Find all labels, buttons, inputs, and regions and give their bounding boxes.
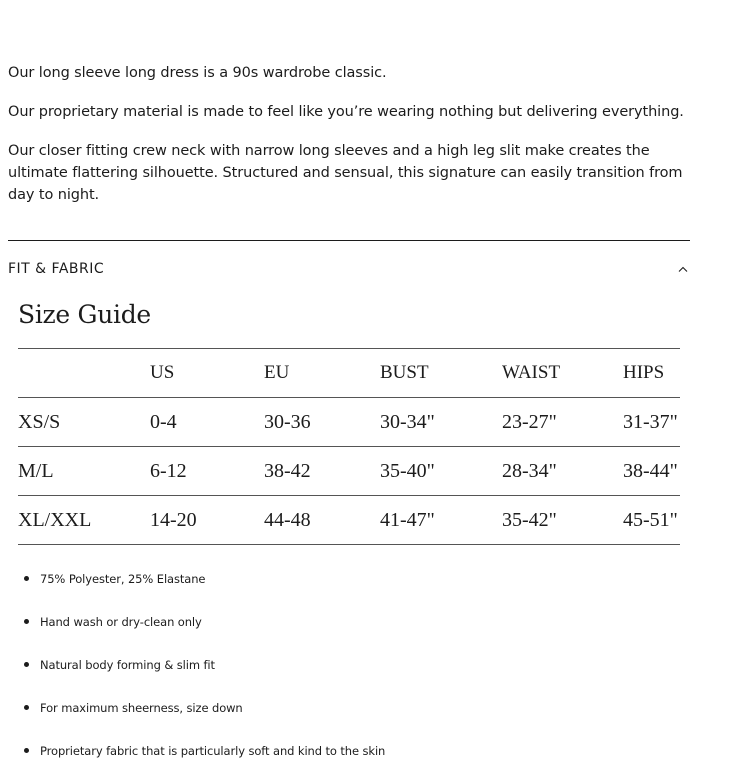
table-cell: 14-20: [150, 496, 264, 545]
header-cell: EU: [264, 349, 380, 398]
table-cell: 0-4: [150, 398, 264, 447]
table-cell: 30-36: [264, 398, 380, 447]
header-cell: US: [150, 349, 264, 398]
description-paragraph: Our proprietary material is made to feel like you’re wearing nothing but delivering everything.: [8, 104, 684, 120]
size-guide-title: Size Guide: [18, 300, 151, 329]
list-item: [22, 609, 385, 652]
feature-text: Proprietary fabric that is particularly soft and kind to the skin: [40, 744, 386, 758]
table-cell: 31-37": [623, 398, 680, 447]
size-guide-table: [18, 348, 680, 545]
description-paragraph: Our closer fitting crew neck with narrow long sleeves and a high leg slit make creates the ultimate flattering silhouette. Structured and sensual, this signature can easily transition from day to night.: [8, 143, 683, 203]
section-divider: [8, 240, 690, 241]
table-cell: XS/S: [18, 398, 150, 447]
header-cell: HIPS: [623, 349, 680, 398]
table-cell: 41-47": [380, 496, 502, 545]
chevron-up-icon[interactable]: [676, 262, 690, 276]
accordion-title: FIT & FABRIC: [8, 261, 105, 277]
table-cell: 30-34": [380, 398, 502, 447]
header-cell: BUST: [380, 349, 502, 398]
bullet-icon: [24, 705, 29, 710]
feature-text: Hand wash or dry-clean only: [40, 615, 202, 629]
table-cell: 35-40": [380, 447, 502, 496]
table-cell: 23-27": [502, 398, 623, 447]
bullet-icon: [24, 748, 29, 753]
table-cell: 35-42": [502, 496, 623, 545]
feature-list: [22, 566, 385, 781]
header-cell: WAIST: [502, 349, 623, 398]
table-cell: 6-12: [150, 447, 264, 496]
list-item: [22, 695, 385, 738]
table-cell: M/L: [18, 447, 150, 496]
list-item: [22, 738, 385, 781]
bullet-icon: [24, 576, 29, 581]
list-item: [22, 652, 385, 695]
table-row: [18, 496, 680, 545]
header-cell: [18, 349, 150, 398]
table-header-row: [18, 349, 680, 398]
description-paragraph: Our long sleeve long dress is a 90s wardrobe classic.: [8, 65, 387, 81]
table-cell: 45-51": [623, 496, 680, 545]
table-cell: XL/XXL: [18, 496, 150, 545]
feature-text: 75% Polyester, 25% Elastane: [40, 572, 206, 586]
table-row: [18, 447, 680, 496]
list-item: [22, 566, 385, 609]
table-cell: 44-48: [264, 496, 380, 545]
fit-fabric-accordion-toggle[interactable]: [8, 258, 690, 280]
table-cell: 38-44": [623, 447, 680, 496]
bullet-icon: [24, 662, 29, 667]
table-row: [18, 398, 680, 447]
feature-text: Natural body forming & slim fit: [40, 658, 215, 672]
table-cell: 38-42: [264, 447, 380, 496]
table-cell: 28-34": [502, 447, 623, 496]
bullet-icon: [24, 619, 29, 624]
feature-text: For maximum sheerness, size down: [40, 701, 243, 715]
